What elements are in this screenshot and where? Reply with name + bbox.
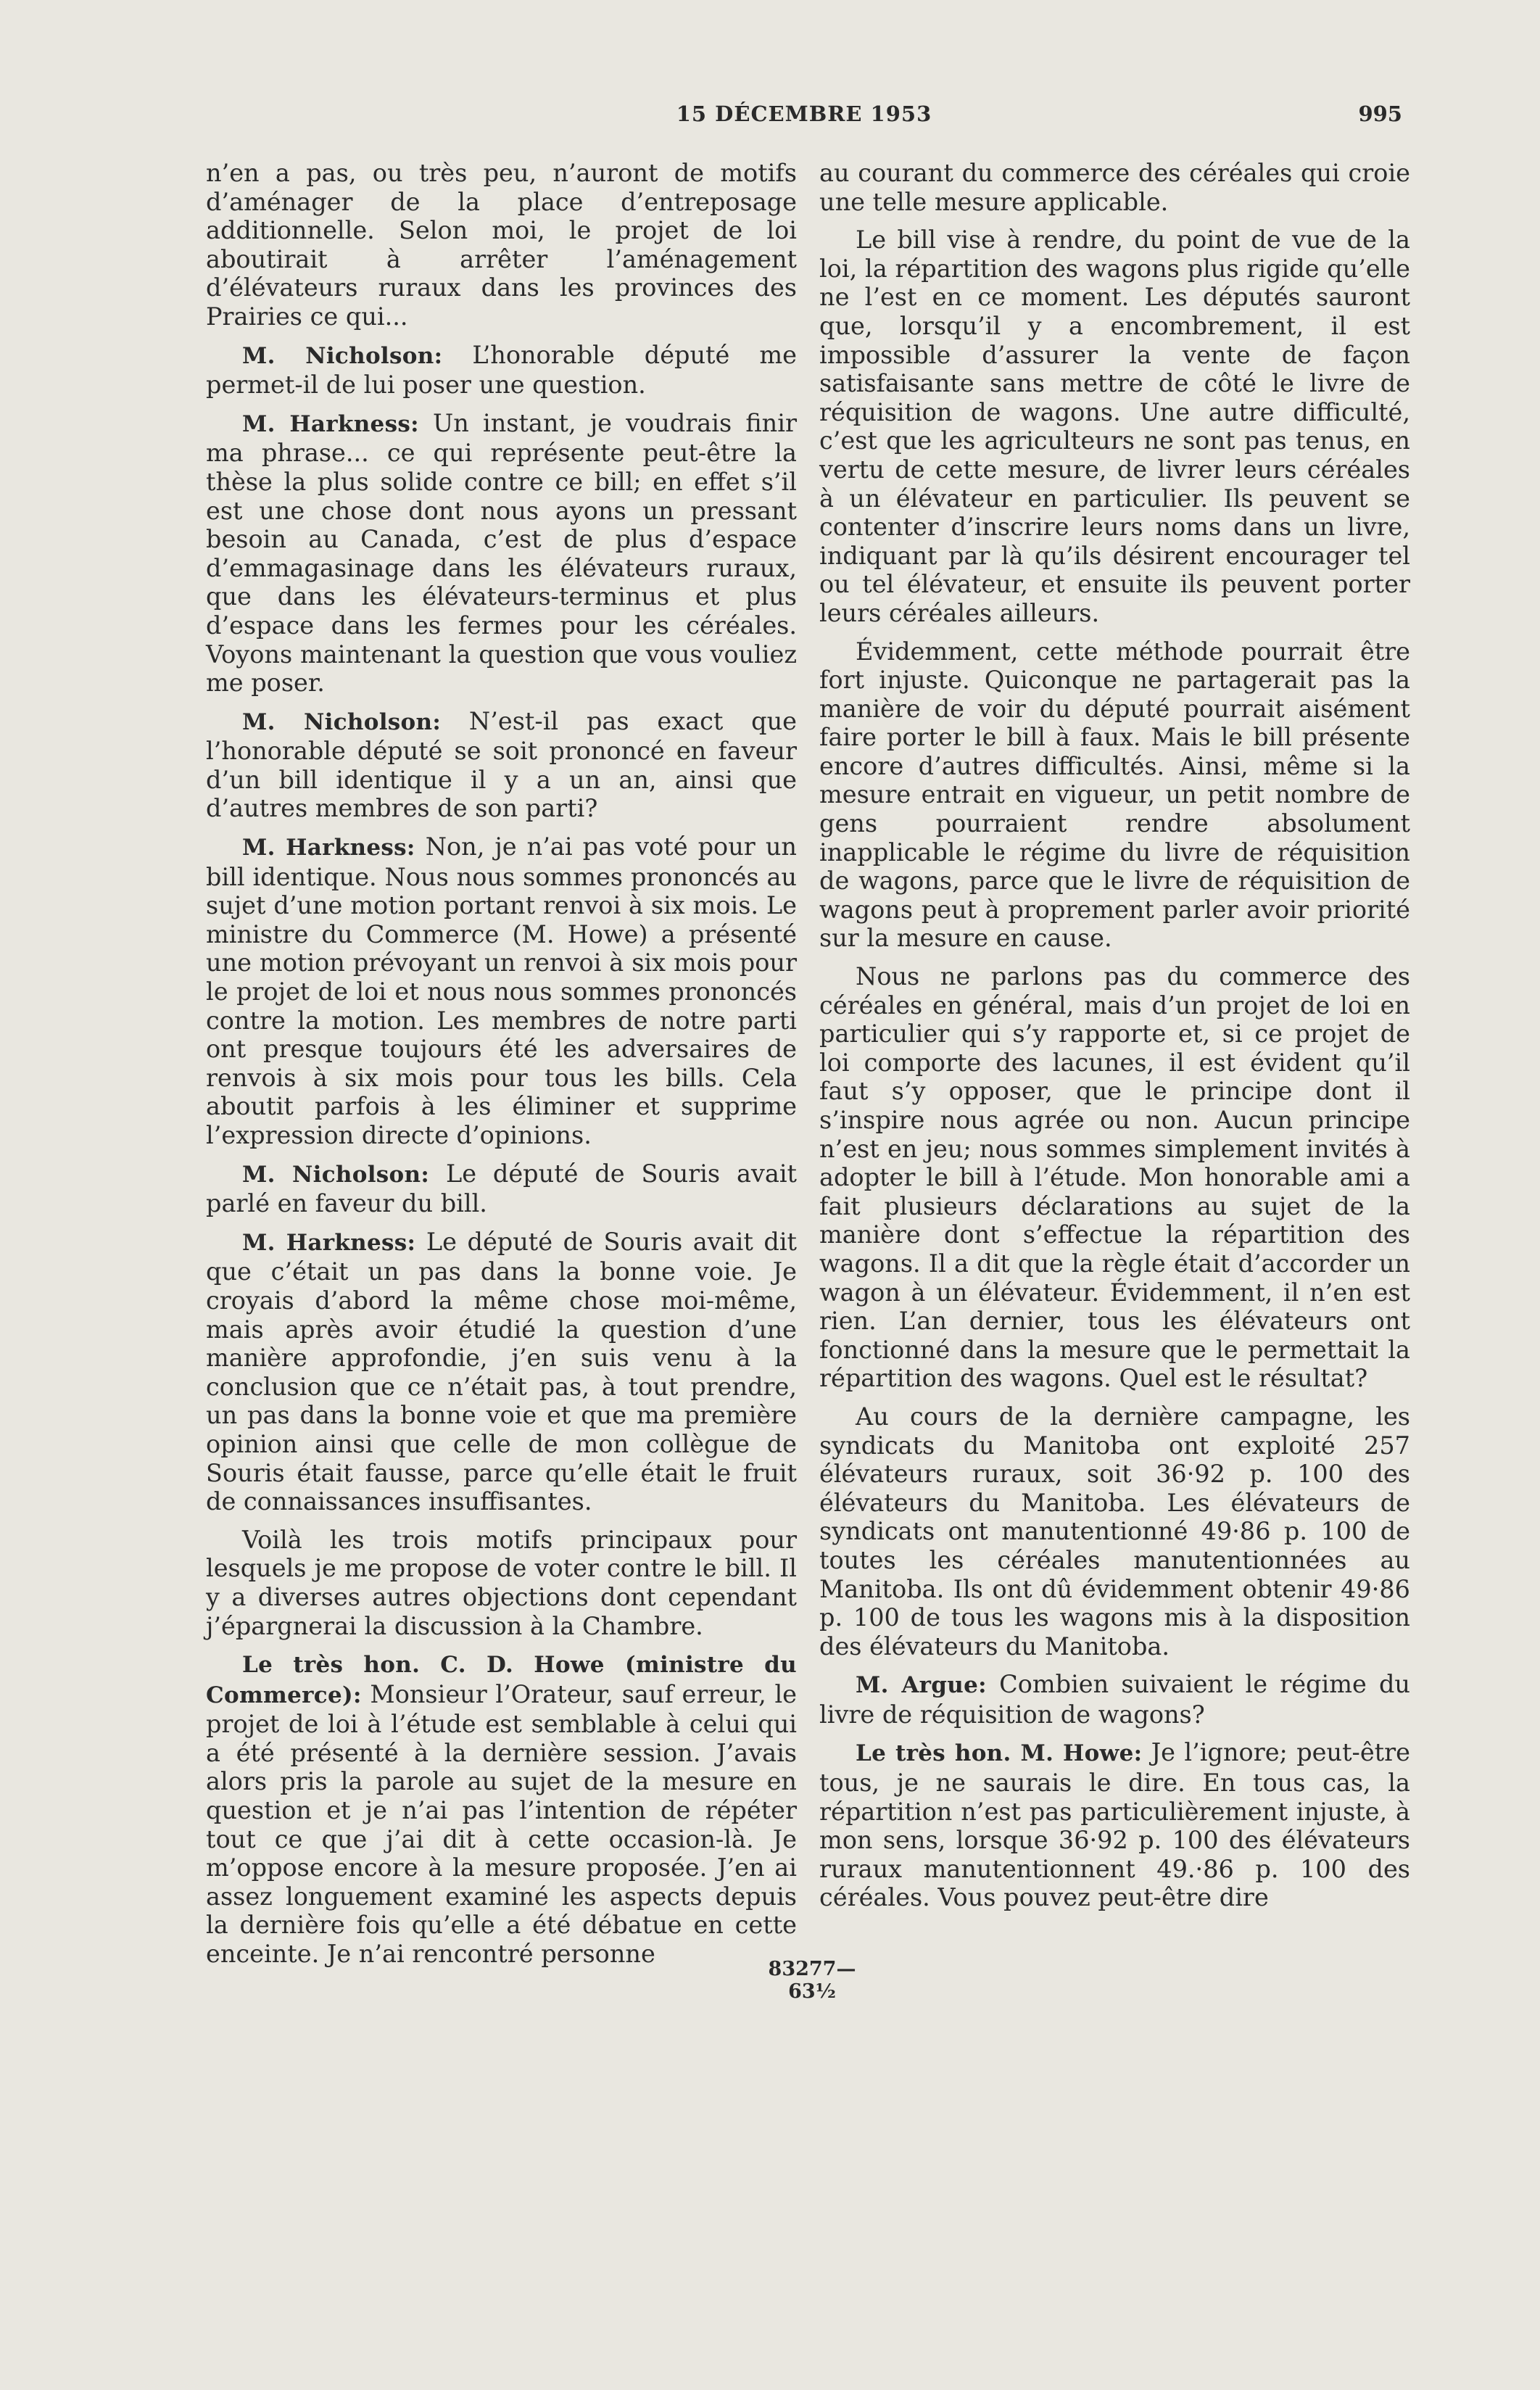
speech-text: Un instant, je voudrais finir ma phrase... ce qui représente peut-être la thèse la plus solide contre ce bill; en effet s’il est une chose dont nous ayons un pressant besoin au Canada, c’est de plus d’espace d’emmagasinage dans les élévateurs ruraux, que dans les élévateurs-terminus et plus d’espace dans les fermes pour les céréales. Voyons maintenant la question que vous vouliez me poser. (206, 408, 797, 698)
speech-text: N’est-il pas exact que l’honorable député se soit prononcé en faveur d’un bill identique il y a un an, ainsi que d’autres membres de son parti? (206, 706, 798, 823)
speaker-name: M. Harkness: (242, 835, 415, 861)
page-header (206, 102, 1402, 131)
header-date: 15 DÉCEMBRE 1953 (676, 102, 932, 126)
paragraph (819, 962, 1410, 1393)
paragraph-text: Voilà les trois motifs principaux pour lesquels je me propose de voter contre le bill. Il y a diverses autres objections dont cependant j’épargnerai la discussion à la Chambre. (206, 1525, 797, 1640)
speaker-name: M. Nicholson: (242, 1161, 430, 1188)
left-column (206, 159, 797, 1978)
paragraph (206, 159, 797, 331)
paragraph-text: au courant du commerce des céréales qui croie une telle mesure applicable. (819, 159, 1410, 216)
speaker-name: Le très hon. C. D. Howe (ministre du Commerce): (206, 1652, 797, 1708)
paragraph-text: Évidemment, cette méthode pourrait être fort injuste. Quiconque ne partagerait pas la manière de voir du député pourrait aisément faire porter le bill à faux. Mais le bill présente encore d’autres difficultés. Ainsi, même si la mesure entrait en vigueur, un petit nombre de gens pourraient rendre absolument inapplicable le régime du livre de réquisition de wagons, parce que le livre de réquisition de wagons peut à proprement parler avoir priorité sur la mesure en cause. (819, 637, 1410, 953)
speech (819, 1670, 1410, 1729)
speech (206, 707, 797, 823)
speaker-name: Le très hon. M. Howe: (856, 1740, 1143, 1767)
paragraph (819, 637, 1410, 954)
page-number: 995 (1358, 102, 1402, 126)
speech (206, 409, 797, 698)
speech (206, 832, 797, 1150)
speech-text: Le député de Souris avait parlé en faveur du bill. (206, 1159, 797, 1218)
speech-text: Non, je n’ai pas voté pour un bill identique. Nous nous sommes prononcés au sujet d’une motion portant renvoi à six mois. Le ministre du Commerce (M. Howe) a présenté une motion prévoyant un renvoi à six mois pour le projet de loi et nous nous sommes prononcés contre la motion. Les membres de notre parti ont presque toujours été les adversaires de renvois à six mois pour tous les bills. Cela aboutit parfois à les éliminer et supprime l’expression directe d’opinions. (206, 832, 797, 1149)
speaker-name: M. Harkness: (242, 1229, 416, 1256)
speech-text: Monsieur l’Orateur, sauf erreur, le projet de loi à l’étude est semblable à celui qui a été présenté à la dernière session. J’avais alors pris la parole au sujet de la mesure en question et je n’ai pas l’intention de répéter tout ce que j’ai dit à cette occasion-là. Je m’oppose encore à la mesure proposée. J’en ai assez longuement examiné les aspects depuis la dernière fois qu’elle a été débatue en cette enceinte. Je n’ai rencontré personne (206, 1679, 797, 1969)
paragraph-text: Nous ne parlons pas du commerce des céréales en général, mais d’un projet de loi en particulier qui s’y rapporte et, si ce projet de loi comporte des lacunes, il est évident qu’il faut s’y opposer, que le principe dont il s’inspire nous agrée ou non. Aucun principe n’est en jeu; nous sommes simplement invités à adopter le bill à l’étude. Mon honorable ami a fait plusieurs déclarations au sujet de la manière dont s’effectue la répartition des wagons. Il a dit que la règle était d’accorder un wagon à un élévateur. Évidemment, il n’en est rien. L’an dernier, tous les élévateurs ont fonctionné dans la mesure que le permettait la répartition des wagons. Quel est le résultat? (819, 962, 1410, 1393)
speech (206, 1228, 797, 1516)
speaker-name: M. Nicholson: (242, 708, 442, 735)
speech-text: L’honorable député me permet-il de lui poser une question. (206, 340, 798, 400)
speech-text: Combien suivaient le régime du livre de réquisition de wagons? (819, 1670, 1410, 1729)
speech (206, 1159, 797, 1218)
paragraph-text: Au cours de la dernière campagne, les syndicats du Manitoba ont exploité 257 élévateurs ruraux, soit 36·92 p. 100 des élévateurs du Manitoba. Les élévateurs de syndicats ont manutentionné 49·86 p. 100 de toutes les céréales manutentionnées au Manitoba. Ils ont dû évidemment obtenir 49·86 p. 100 de tous les wagons mis à la disposition des élévateurs du Manitoba. (819, 1402, 1410, 1661)
speech (206, 1650, 797, 1969)
paragraph (206, 1526, 797, 1640)
speech-text: Je l’ignore; peut-être tous, je ne saurais le dire. En tous cas, la répartition n’est pas particulièrement injuste, à mon sens, lorsque 36·92 p. 100 des élévateurs ruraux manutentionnent 49.·86 p. 100 des céréales. Vous pouvez peut-être dire (819, 1738, 1410, 1912)
speaker-name: M. Harkness: (242, 410, 419, 437)
paragraph-text: Le bill vise à rendre, du point de vue de la loi, la répartition des wagons plus rigide qu’elle ne l’est en ce moment. Les députés sauront que, lorsqu’il y a encombrement, il est impossible d’assurer la vente de façon satisfaisante sans mettre de côté le livre de réquisition de wagons. Une autre difficulté, c’est que les agriculteurs ne sont pas tenus, en vertu de cette mesure, de livrer leurs céréales à un élévateur en particulier. Ils peuvent se contenter d’inscrire leurs noms dans un livre, indiquant par là qu’ils désirent encourager tel ou tel élévateur, et ensuite ils peuvent porter leurs céréales ailleurs. (819, 226, 1410, 627)
speaker-name: M. Nicholson: (242, 342, 443, 369)
print-code: 83277—63½ (768, 1958, 856, 2003)
paragraph (819, 226, 1410, 627)
speech (819, 1738, 1410, 1912)
right-column (819, 159, 1410, 1922)
paragraph (819, 159, 1410, 216)
speech-text: Le député de Souris avait dit que c’était un pas dans la bonne voie. Je croyais d’abord la même chose moi-même, mais après avoir étudié la question d’une manière approfondie, j’en suis venu à la conclusion que ce n’était pas, à tout prendre, un pas dans la bonne voie et que ma première opinion ainsi que celle de mon collègue de Souris était fausse, parce qu’elle était le fruit de connaissances insuffisantes. (206, 1227, 797, 1516)
paragraph (819, 1402, 1410, 1661)
paragraph-text: n’en a pas, ou très peu, n’auront de motifs d’aménager de la place d’entreposage additionnelle. Selon moi, le projet de loi aboutirait à arrêter l’aménagement d’élévateurs ruraux dans les provinces des Prairies ce qui... (206, 159, 797, 331)
speaker-name: M. Argue: (856, 1672, 987, 1699)
speech (206, 341, 797, 400)
